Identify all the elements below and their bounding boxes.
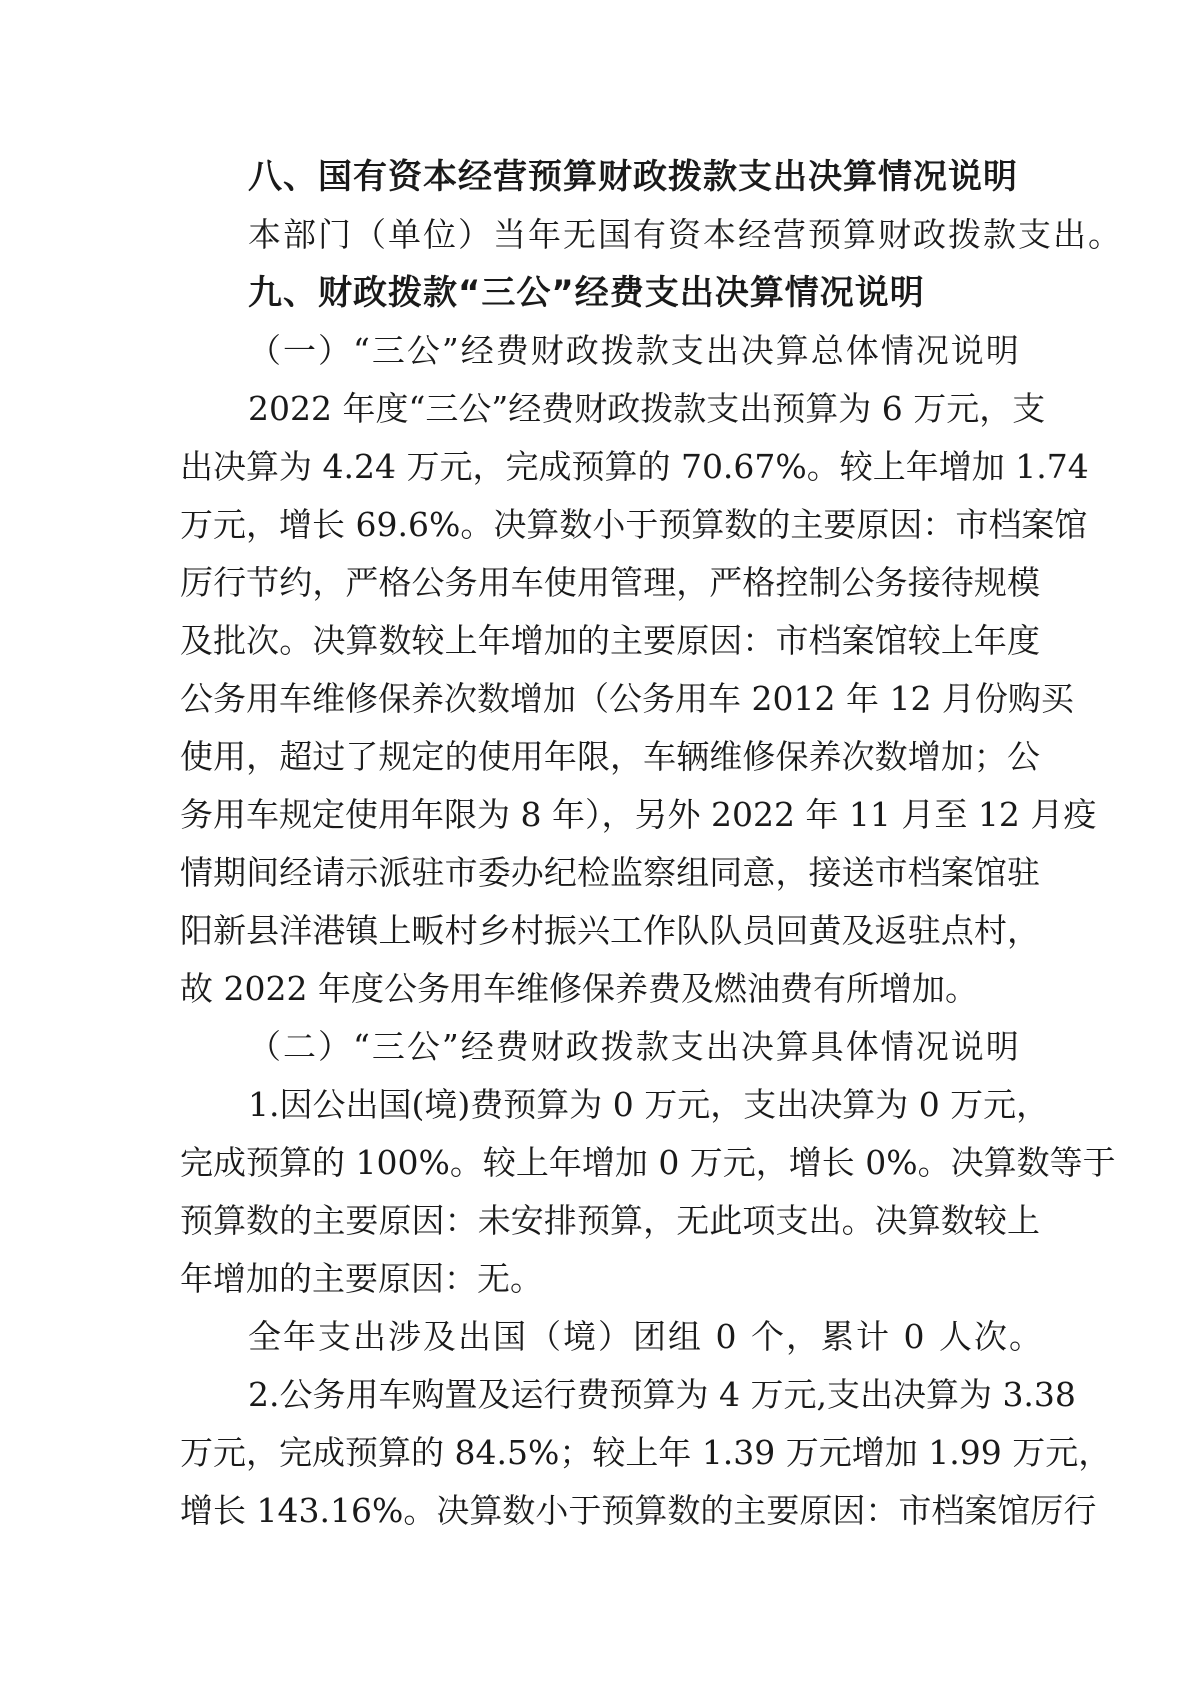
- paragraph-line: 增长 143.16%。决算数小于预算数的主要原因：市档案馆厉行: [180, 1491, 1097, 1530]
- paragraph-line: 2.公务用车购置及运行费预算为 4 万元,支出决算为 3.38: [248, 1375, 1076, 1414]
- paragraph-line: 及批次。决算数较上年增加的主要原因：市档案馆较上年度: [180, 621, 1040, 660]
- paragraph-line: 2022 年度“三公”经费财政拨款支出预算为 6 万元，支: [248, 389, 1046, 428]
- paragraph-line: 年增加的主要原因：无。: [180, 1259, 543, 1298]
- paragraph-line: 故 2022 年度公务用车维修保养费及燃油费有所增加。: [180, 969, 978, 1008]
- section-8-heading: 八、国有资本经营预算财政拨款支出决算情况说明: [248, 157, 1018, 197]
- paragraph-line: 使用，超过了规定的使用年限，车辆维修保养次数增加；公: [180, 737, 1040, 776]
- paragraph-line: 务用车规定使用年限为 8 年），另外 2022 年 11 月至 12 月疫: [180, 795, 1097, 834]
- paragraph-line: 厉行节约，严格公务用车使用管理，严格控制公务接待规模: [180, 563, 1040, 602]
- paragraph-line: 出决算为 4.24 万元，完成预算的 70.67%。较上年增加 1.74: [180, 447, 1089, 486]
- paragraph-line: 阳新县洋港镇上畈村乡村振兴工作队队员回黄及返驻点村，: [180, 911, 1040, 950]
- paragraph-line: 万元，完成预算的 84.5%；较上年 1.39 万元增加 1.99 万元，: [180, 1433, 1112, 1472]
- item-1-paragraph: [180, 1076, 1116, 1308]
- paragraph-line: 完成预算的 100%。较上年增加 0 万元，增长 0%。决算数等于: [180, 1143, 1116, 1182]
- item-2-paragraph: [180, 1366, 1112, 1540]
- subsection-1-title: （一）“三公”经费财政拨款支出决算总体情况说明: [248, 331, 1021, 370]
- item-1-note: 全年支出涉及出国（境）团组 0 个，累计 0 人次。: [248, 1317, 1044, 1356]
- subsection-2-title: （二）“三公”经费财政拨款支出决算具体情况说明: [248, 1027, 1021, 1066]
- section-8-body: 本部门（单位）当年无国有资本经营预算财政拨款支出。: [248, 215, 1123, 254]
- section-9-heading: 九、财政拨款“三公”经费支出决算情况说明: [248, 273, 925, 313]
- paragraph-line: 预算数的主要原因：未安排预算，无此项支出。决算数较上: [180, 1201, 1040, 1240]
- paragraph-line: 万元，增长 69.6%。决算数小于预算数的主要原因：市档案馆: [180, 505, 1088, 544]
- subsection-1-paragraph: [180, 380, 1097, 1018]
- paragraph-line: 1.因公出国(境)费预算为 0 万元，支出决算为 0 万元，: [248, 1085, 1050, 1124]
- document-page: [180, 148, 1123, 1540]
- paragraph-line: 公务用车维修保养次数增加（公务用车 2012 年 12 月份购买: [180, 679, 1074, 718]
- paragraph-line: 情期间经请示派驻市委办纪检监察组同意，接送市档案馆驻: [180, 853, 1040, 892]
